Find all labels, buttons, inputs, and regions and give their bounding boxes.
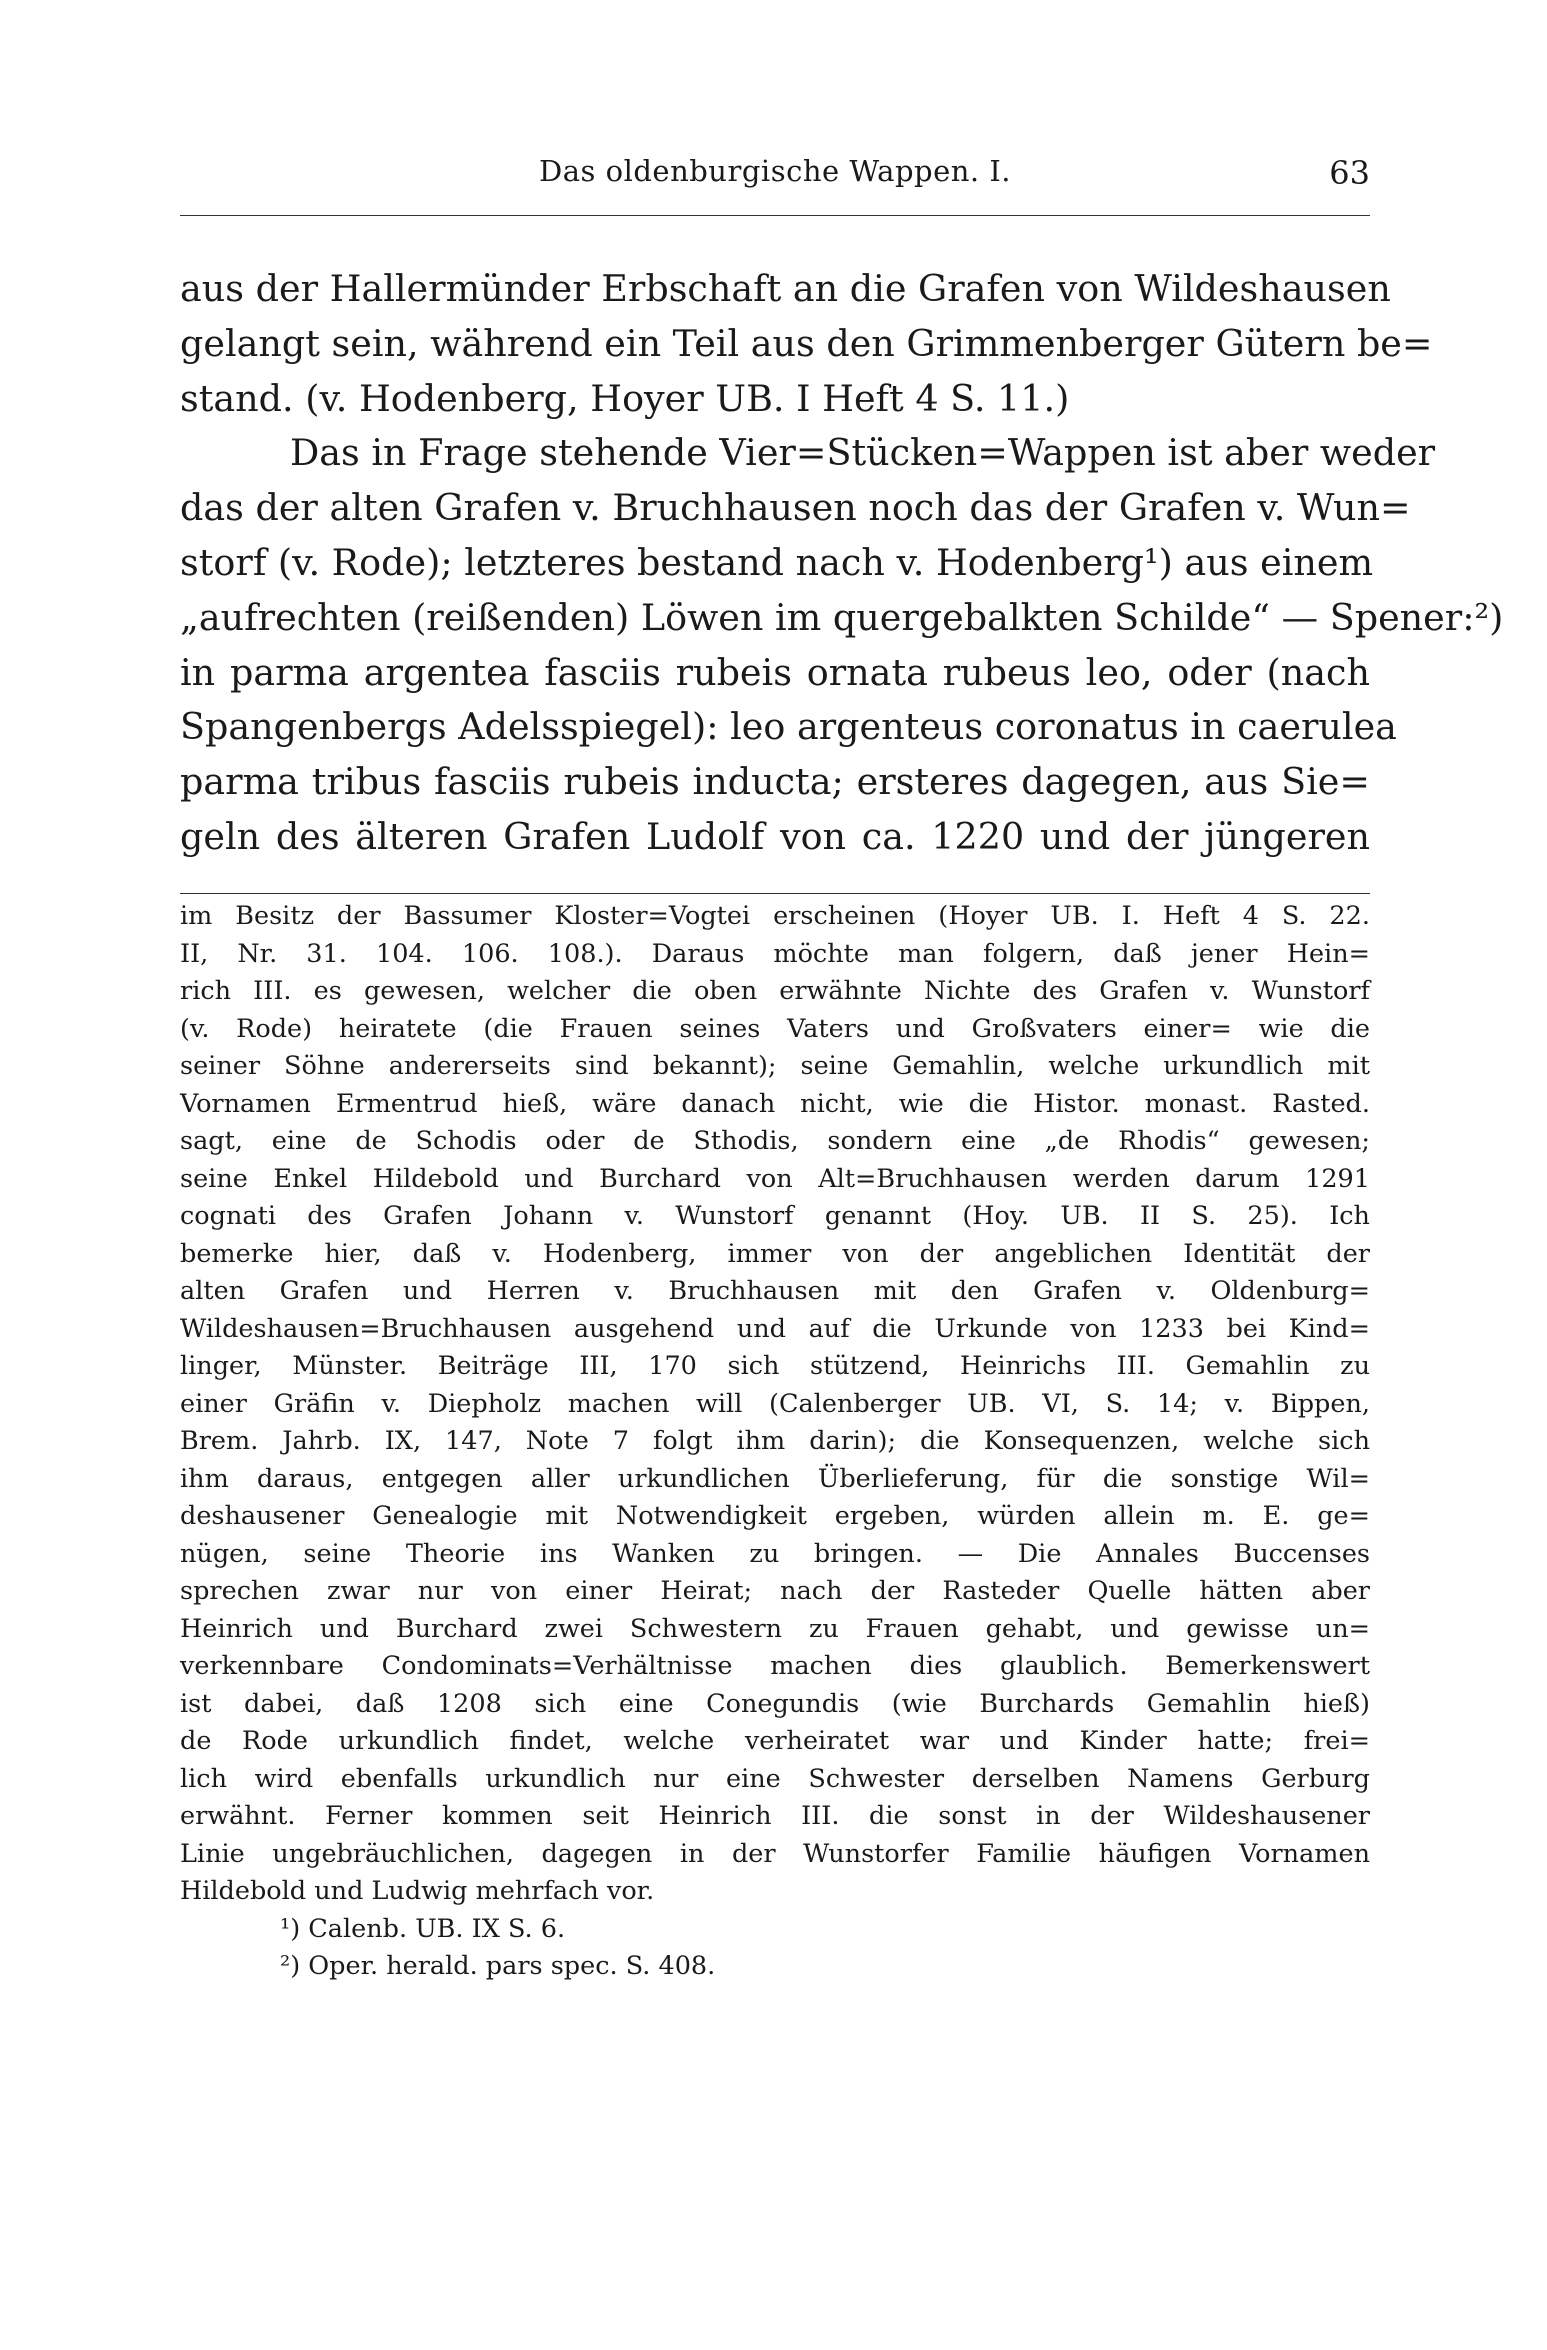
footnote-rule [180, 893, 1370, 894]
note-line: seiner Söhne andererseits sind bekannt); seine Gemahlin, welche urkundlich mit [180, 1051, 1370, 1081]
note-line: sprechen zwar nur von einer Heirat; nach der Rasteder Quelle hätten aber [180, 1576, 1370, 1606]
footnote-2: ²) Oper. herald. pars spec. S. 408. [280, 1951, 716, 1981]
note-line: einer Gräfin v. Diepholz machen will (Calenberger UB. VI, S. 14; v. Bippen, [180, 1388, 1370, 1419]
text-line: gelangt sein, während ein Teil aus den Grimmenberger Gütern be= [180, 321, 1433, 365]
note-line: ist dabei, daß 1208 sich eine Conegundis (wie Burchards Gemahlin hieß) [180, 1688, 1370, 1719]
text-line: geln des älteren Grafen Ludolf von ca. 1220 und der jüngeren [180, 814, 1370, 858]
note-line: erwähnt. Ferner kommen seit Heinrich III. die sonst in der Wildeshausener [180, 1801, 1370, 1831]
text-line: das der alten Grafen v. Bruchhausen noch das der Grafen v. Wun= [180, 486, 1411, 530]
note-line: verkennbare Condominats=Verhältnisse machen dies glaublich. Bemerkenswert [180, 1651, 1370, 1681]
running-title: Das oldenburgische Wappen. I. [538, 154, 1012, 188]
footnote-block [180, 898, 1370, 1986]
note-line: (v. Rode) heiratete (die Frauen seines Vaters und Großvaters einer= wie die [180, 1013, 1370, 1044]
main-text [180, 262, 1504, 865]
note-line: deshausener Genealogie mit Notwendigkeit ergeben, würden allein m. E. ge= [180, 1501, 1370, 1531]
note-line: im Besitz der Bassumer Kloster=Vogtei erscheinen (Hoyer UB. I. Heft 4 S. 22. [180, 901, 1370, 931]
page-number: 63 [1329, 154, 1370, 192]
note-line: rich III. es gewesen, welcher die oben erwähnte Nichte des Grafen v. Wunstorf [180, 976, 1370, 1006]
note-line: II, Nr. 31. 104. 106. 108.). Daraus möchte man folgern, daß jener Hein= [180, 938, 1370, 969]
text-line: Spangenbergs Adelsspiegel): leo argenteus coronatus in caerulea [180, 705, 1397, 749]
text-line: in parma argentea fasciis rubeis ornata rubeus leo, oder (nach [180, 650, 1370, 694]
note-line: bemerke hier, daß v. Hodenberg, immer von der angeblichen Identität der [180, 1238, 1370, 1269]
note-line: cognati des Grafen Johann v. Wunstorf genannt (Hoy. UB. II S. 25). Ich [180, 1201, 1370, 1231]
text-line: aus der Hallermünder Erbschaft an die Grafen von Wildeshausen [180, 267, 1391, 310]
text-line: parma tribus fasciis rubeis inducta; ersteres dagegen, aus Sie= [180, 760, 1370, 804]
note-line: ihm daraus, entgegen aller urkundlichen Überlieferung, für die sonstige Wil= [180, 1463, 1370, 1494]
note-line: sagt, eine de Schodis oder de Sthodis, sondern eine „de Rhodis“ gewesen; [180, 1126, 1370, 1156]
text-line: stand. (v. Hodenberg, Hoyer UB. I Heft 4 S. 11.) [180, 376, 1070, 420]
note-line: lich wird ebenfalls urkundlich nur eine Schwester derselben Namens Gerburg [180, 1763, 1370, 1794]
text-line: storf (v. Rode); letzteres bestand nach v. Hodenberg¹) aus einem [180, 540, 1374, 584]
note-line: Heinrich und Burchard zwei Schwestern zu Frauen gehabt, und gewisse un= [180, 1613, 1370, 1644]
note-line: linger, Münster. Beiträge III, 170 sich stützend, Heinrichs III. Gemahlin zu [180, 1351, 1370, 1381]
header-rule [180, 215, 1370, 216]
note-line: alten Grafen und Herren v. Bruchhausen mit den Grafen v. Oldenburg= [180, 1276, 1370, 1306]
note-line: Linie ungebräuchlichen, dagegen in der Wunstorfer Familie häufigen Vornamen [180, 1838, 1370, 1869]
text-line: „aufrechten (reißenden) Löwen im quergebalkten Schilde“ — Spener:²) [180, 595, 1504, 639]
note-line: Brem. Jahrb. IX, 147, Note 7 folgt ihm darin); die Konsequenzen, welche sich [180, 1426, 1370, 1456]
footnote-1: ¹) Calenb. UB. IX S. 6. [280, 1913, 566, 1944]
note-line: seine Enkel Hildebold und Burchard von Alt=Bruchhausen werden darum 1291 [180, 1163, 1370, 1194]
note-line: Wildeshausen=Bruchhausen ausgehend und auf die Urkunde von 1233 bei Kind= [180, 1313, 1370, 1344]
note-line: nügen, seine Theorie ins Wanken zu bringen. — Die Annales Buccenses [180, 1538, 1370, 1569]
note-line: de Rode urkundlich findet, welche verheiratet war und Kinder hatte; frei= [180, 1726, 1370, 1756]
note-line: Vornamen Ermentrud hieß, wäre danach nicht, wie die Histor. monast. Rasted. [180, 1088, 1370, 1119]
text-line: Das in Frage stehende Vier=Stücken=Wappen ist aber weder [290, 431, 1436, 475]
running-header [180, 148, 1370, 198]
note-line: Hildebold und Ludwig mehrfach vor. [180, 1876, 655, 1906]
